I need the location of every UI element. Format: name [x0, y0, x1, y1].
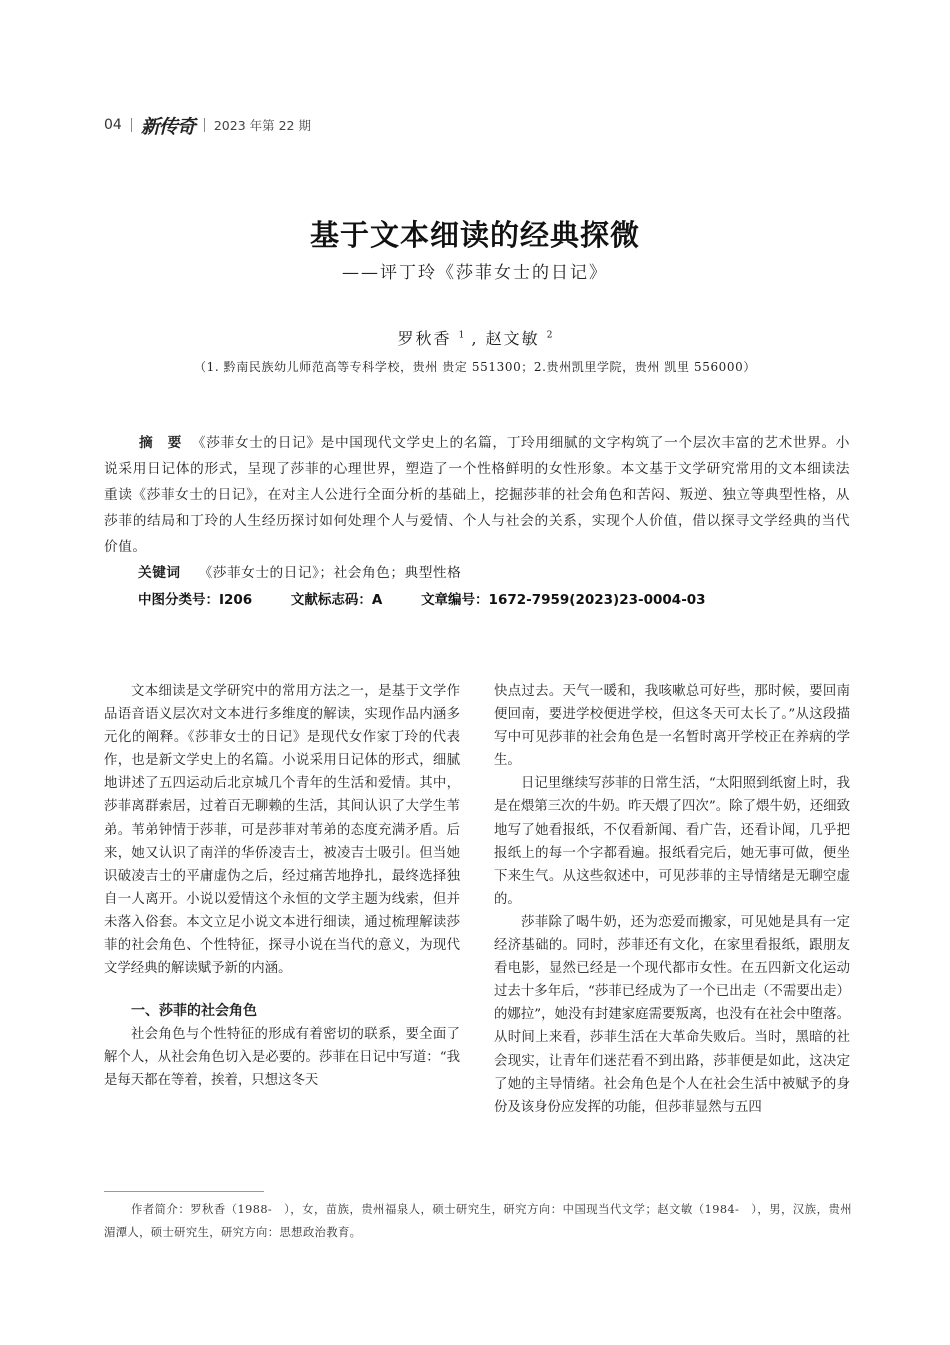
author-separator: ,: [471, 329, 479, 348]
paragraph: 日记里继续写莎菲的日常生活，“太阳照到纸窗上时，我是在煨第三次的牛奶。昨天煨了四次”。除了煨牛奶，还细致地写了她看报纸，不仅看新闻、看广告，还看讣闻，几乎把报纸上的每一个字都看遍。报纸看完后，她无事可做，便坐下来生气。从这些叙述中，可见莎菲的主导情绪是无聊空虚的。: [494, 776, 850, 907]
article-title: 基于文本细读的经典探微: [309, 218, 640, 252]
paragraph: 莎菲除了喝牛奶，还为恋爱而搬家，可见她是具有一定经济基础的。同时，莎菲还有文化，在家里看报纸，跟朋友看电影，显然已经是一个现代都市女性。在五四新文化运动过去十多年后，“莎菲已经成为了一个已出走（不需要出走）的娜拉”，她没有封建家庭需要叛离，也没有在社会中堕落。从时间上来看，莎菲生活在大革命失败后。当时，黑暗的社会现实，让青年们迷茫看不到出路，莎菲便是如此，这决定了她的主导情绪。社会角色是个人在社会生活中被赋予的身份及该身份应发挥的功能，但莎菲显然与五四: [494, 914, 850, 1115]
author-name: 赵文敏: [485, 329, 540, 348]
affiliations: （1. 黔南民族幼儿师范高等专科学校，贵州 贵定 551300；2.贵州凯里学院，贵州 凯里 556000）: [194, 360, 756, 374]
abstract-label: 摘 要: [139, 435, 182, 451]
author-footnote: [104, 1198, 852, 1244]
abstract: [104, 430, 850, 560]
page-number: 04: [104, 117, 122, 133]
clc-number: 中图分类号：I206: [138, 592, 253, 608]
footnote-text: 作者简介：罗秋香（1988- ），女，苗族，贵州福泉人，硕士研究生，研究方向：中国现当代文学；赵文敏（1984- ），男，汉族，贵州湄潭人，硕士研究生，研究方向：思想政治教育。: [104, 1203, 852, 1239]
footnote-rule: [104, 1191, 264, 1192]
section-heading: 一、莎菲的社会角色: [131, 1003, 257, 1020]
keywords-text: 《莎菲女士的日记》；社会角色；典型性格: [198, 565, 462, 581]
classification-line: [138, 588, 740, 608]
document-code: 文献标志码：A: [290, 592, 383, 608]
abstract-text: 《莎菲女士的日记》是中国现代文学史上的名篇，丁玲用细腻的文字构筑了一个层次丰富的艺术世界。小说采用日记体的形式，呈现了莎菲的心理世界，塑造了一个性格鲜明的女性形象。本文基于文学研究常用的文本细读法重读《莎菲女士的日记》，在对主人公进行全面分析的基础上，挖掘莎菲的社会角色和苦闷、叛逆、独立等典型性格，从莎菲的结局和丁玲的人生经历探讨如何处理个人与爱情、个人与社会的关系，实现个人价值，借以探寻文学经典的当代价值。: [104, 435, 850, 555]
header-divider: [131, 118, 132, 132]
paragraph: 快点过去。天气一暖和，我咳嗽总可好些，那时候，要回南便回南，要进学校便进学校，但这冬天可太长了。”从这段描写中可见莎菲的社会角色是一名暂时离开学校正在养病的学生。: [494, 684, 850, 769]
paragraph: 文本细读是文学研究中的常用方法之一，是基于文学作品语音语义层次对文本进行多维度的解读，实现作品内涵多元化的阐释。《莎菲女士的日记》是现代女作家丁玲的代表作，也是新文学史上的名篇。小说采用日记体的形式，细腻地讲述了五四运动后北京城几个青年的生活和爱情。其中，莎菲离群索居，过着百无聊赖的生活，其间认识了大学生苇弟。苇弟钟情于莎菲，可是莎菲对苇弟的态度充满矛盾。后来，她又认识了南洋的华侨凌吉士，被凌吉士吸引。但当她识破凌吉士的平庸虚伪之后，经过痛苦地挣扎，最终选择独自一人离开。小说以爱情这个永恒的文学主题为线索，但并未落入俗套。本文立足小说文本进行细读，通过梳理解读莎菲的社会角色、个性特征，探寻小说在当代的意义，为现代文学经典的解读赋予新的内涵。: [104, 684, 460, 977]
issue-label: 2023 年第 22 期: [213, 118, 311, 133]
article-number: 文章编号：1672-7959(2023)23-0004-03: [421, 592, 706, 608]
article-subtitle: ——评丁玲《莎菲女士的日记》: [342, 263, 608, 283]
keywords-label: 关键词: [138, 565, 181, 581]
journal-logo: 新传奇: [140, 115, 195, 138]
running-header: [104, 114, 311, 136]
author-name: 罗秋香: [397, 329, 452, 348]
author-affiliation-mark: 2: [546, 330, 553, 341]
header-divider: [204, 118, 205, 132]
body-column-left: [104, 680, 460, 1093]
paragraph: 社会角色与个性特征的形成有着密切的联系，要全面了解个人，从社会角色切入是必要的。莎菲在日记中写道：“我是每天都在等着，挨着，只想这冬天: [104, 1027, 460, 1089]
author-line: [0, 326, 950, 349]
body-column-right: [494, 680, 850, 1119]
author-affiliation-mark: 1: [458, 330, 465, 341]
keywords: [138, 561, 461, 581]
